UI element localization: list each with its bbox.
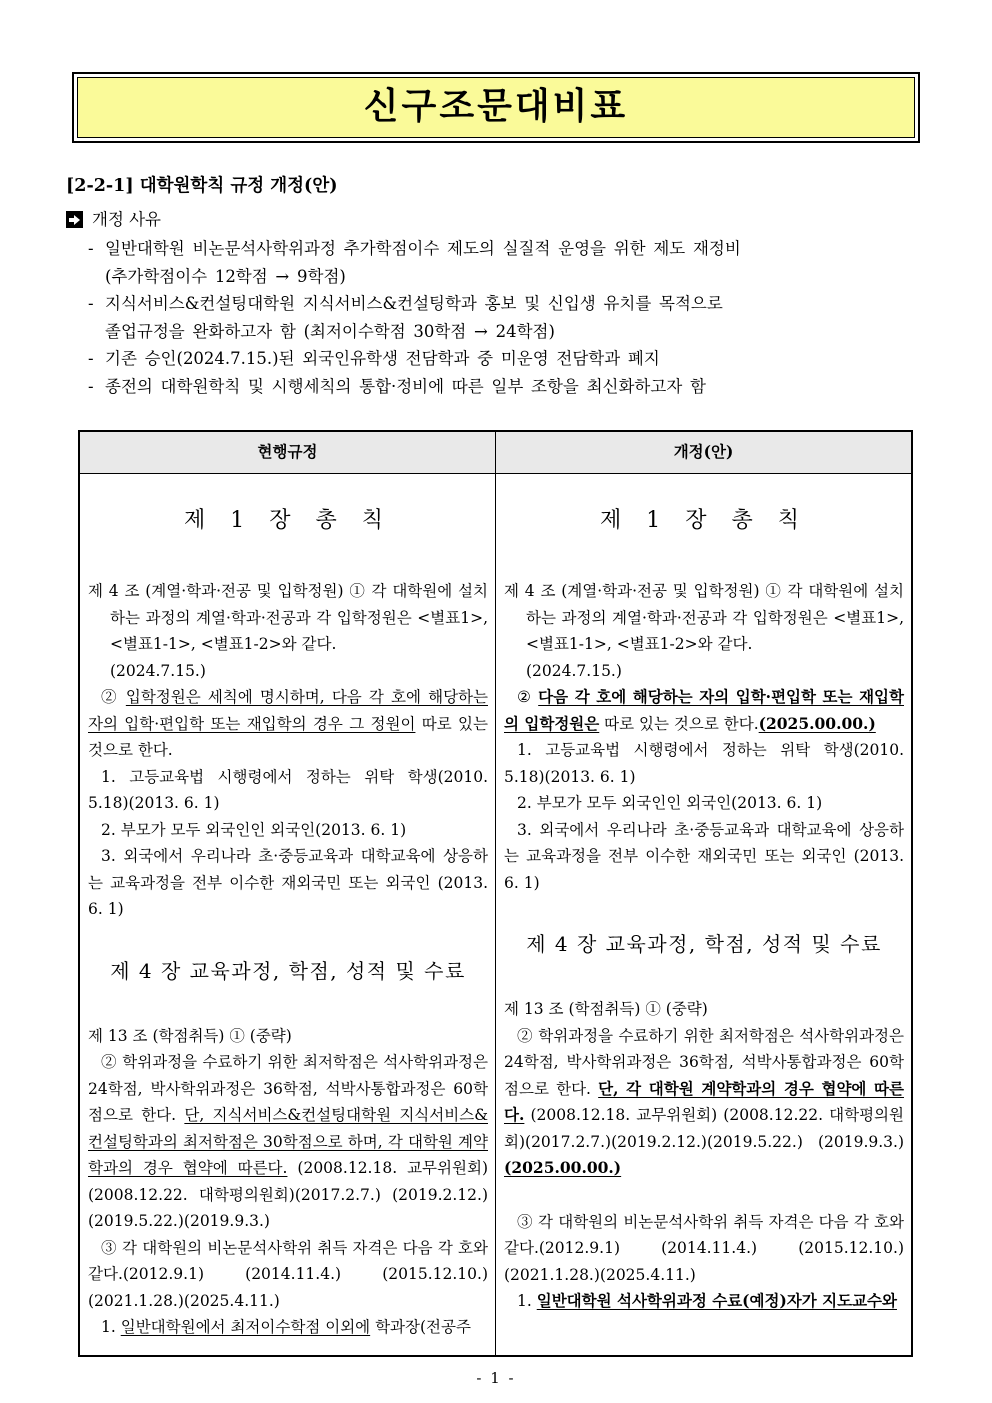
dash-marker: - xyxy=(88,239,94,258)
text-run: 2. 부모가 모두 외국인인 외국인(2013. 6. 1) xyxy=(101,820,407,839)
reason-line xyxy=(88,318,966,346)
text-run: (2024.7.15.) xyxy=(110,661,206,680)
text-run: ② 학위과정을 수료하기 위한 최저학점은 석사학위과정은 24학점, 박사학위과정은 36학점, 석박사통합과정은 60학점으로 한다. xyxy=(504,1026,904,1098)
reason-text: 졸업규정을 완화하고자 함 (최저이수학점 30학점 → 24학점) xyxy=(105,321,555,341)
text-run: 1. 고등교육법 시행령에서 정하는 위탁 학생(2010. 5.18)(2013. 6. 1) xyxy=(88,767,488,812)
text-run: 다음 각 호에 해당하는 자의 입학·편입학 또는 재입학의 입학정원은 xyxy=(504,687,904,733)
provision-line xyxy=(504,737,904,790)
provision-line xyxy=(88,658,488,685)
text-run: ② xyxy=(517,688,539,706)
article-paragraph xyxy=(504,996,904,1023)
current-regulation-column xyxy=(80,474,495,1355)
text-run: 제 4 조 (계열·학과·전공 및 입학정원) ① 각 대학원에 설치하는 과정의 계열·학과·전공과 각 입학정원은 <별표1>, <별표1-1>, <별표1-2>와 같다. xyxy=(88,582,488,653)
reason-label: 개정 사유 xyxy=(92,210,162,229)
text-run: 제 1 장 총 칙 xyxy=(184,508,392,533)
reason-item xyxy=(66,290,966,345)
text-run: 3. 외국에서 우리나라 초·중등교육과 대학교육에 상응하는 교육과정을 전부 이수한 재외국민 또는 외국인 (2013. 6. 1) xyxy=(88,847,488,918)
provision-line xyxy=(504,790,904,817)
text-run: 2. 부모가 모두 외국인인 외국인(2013. 6. 1) xyxy=(517,794,823,812)
reason-text: 일반대학원 비논문석사학위과정 추가학점이수 제도의 실질적 운영을 위한 제도 재정비 xyxy=(105,239,741,258)
provision-line xyxy=(88,1314,488,1341)
chapter-heading xyxy=(504,506,904,536)
text-run: (2025.00.00.) xyxy=(758,713,876,733)
article-paragraph xyxy=(88,1023,488,1050)
revision-draft-column xyxy=(495,474,911,1355)
text-run: 3. 외국에서 우리나라 초·중등교육과 대학교육에 상응하는 교육과정을 전부 이수한 재외국민 또는 외국인 (2013. 6. 1) xyxy=(504,820,904,892)
reason-text: 기존 승인(2024.7.15.)된 외국인유학생 전담학과 중 미운영 전담학과 폐지 xyxy=(105,349,660,368)
title-banner-inner xyxy=(77,77,915,138)
title-banner xyxy=(72,72,920,143)
page-number: - 1 - xyxy=(476,1368,516,1387)
provision-line xyxy=(504,1023,904,1182)
text-run: 따로 있는 것으로 한다. xyxy=(599,714,759,733)
column-header-revised: 개정(안) xyxy=(495,432,911,473)
text-run: 1. 고등교육법 시행령에서 정하는 위탁 학생(2010. 5.18)(2013. 6. 1) xyxy=(504,741,904,786)
provision-line xyxy=(88,817,488,844)
provision-line xyxy=(504,817,904,897)
text-run: 제 1 장 총 칙 xyxy=(600,508,808,533)
comparison-table-body xyxy=(80,474,911,1355)
chapter-heading xyxy=(504,930,904,958)
text-run: 단, 지식서비스&컨설팅대학원 지식서비스&컨설팅학과의 최저학점은 30학점으로 하며, 각 대학원 계약학과의 경우 협약에 따른다. xyxy=(88,1106,488,1177)
reason-line xyxy=(88,290,966,318)
provision-line xyxy=(504,1288,904,1315)
reason-list xyxy=(66,235,966,400)
text-run: 1. xyxy=(101,1318,121,1336)
text-run: (2008.12.18. 교무위원회)(2008.12.22. 대학평의원회)(2017.2.7.) (2019.2.12.)(2019.5.22.)(2019.9.3.) xyxy=(88,1159,488,1230)
text-run: (2008.12.18. 교무위원회) (2008.12.22. 대학평의원회)(2017.2.7.)(2019.2.12.)(2019.5.22.) (2019.9.3.) xyxy=(504,1106,904,1151)
text-run: 제 13 조 (학점취득) ① (중략) xyxy=(504,1000,708,1018)
text-run: 학과장(전공주 xyxy=(370,1318,471,1336)
provision-line xyxy=(504,1209,904,1289)
reason-item xyxy=(66,345,966,373)
provision-line xyxy=(88,684,488,764)
reason-item xyxy=(66,373,966,401)
reason-item xyxy=(66,235,966,290)
text-run: ② 학위과정을 수료하기 위한 최저학점은 석사학위과정은 24학점, 박사학위과정은 36학점, 석박사통합과정은 60학점으로 한다. xyxy=(88,1053,488,1124)
text-run: 입학정원은 세칙에 명시하며, 다음 각 호에 해당하는 자의 입학·편입학 또는 재입학의 경우 그 정원이 xyxy=(88,688,488,733)
provision-line xyxy=(88,1235,488,1315)
reason-line xyxy=(88,345,966,373)
text-run: 제 4 조 (계열·학과·전공 및 입학정원) ① 각 대학원에 설치하는 과정의 계열·학과·전공과 각 입학정원은 <별표1>, <별표1-1>, <별표1-2>와 같다. xyxy=(504,582,904,653)
section-heading: [2-2-1] 대학원학칙 규정 개정(안) xyxy=(66,176,338,196)
reason-line xyxy=(88,235,966,263)
dash-marker: - xyxy=(88,349,94,368)
text-run: 일반대학원 석사학위과정 수료(예정)자가 지도교수와 xyxy=(536,1291,897,1310)
dash-marker: - xyxy=(88,376,94,396)
reason-line xyxy=(88,263,966,291)
text-run: ③ 각 대학원의 비논문석사학위 취득 자격은 다음 각 호와 같다.(2012.9.1) (2014.11.4.) (2015.12.10.) (2021.1.28.)(2025.4.11.) xyxy=(88,1238,488,1310)
provision-line xyxy=(88,843,488,923)
reason-text: (추가학점이수 12학점 → 9학점) xyxy=(105,266,346,286)
article-paragraph xyxy=(504,578,904,658)
comparison-table-header-row xyxy=(80,432,911,474)
provision-line xyxy=(88,764,488,817)
chapter-heading xyxy=(88,957,488,985)
intro-section xyxy=(66,173,966,400)
page-title: 신구조문대비표 xyxy=(363,86,629,127)
text-run: 제 4 장 교육과정, 학점, 성적 및 수료 xyxy=(110,958,466,983)
article-paragraph xyxy=(88,578,488,658)
text-run: (2025.00.00.) xyxy=(504,1158,622,1177)
arrow-bullet-icon xyxy=(66,211,83,228)
reason-text: 종전의 대학원학칙 및 시행세칙의 통합·정비에 따른 일부 조항을 최신화하고자 함 xyxy=(105,376,706,396)
provision-line xyxy=(88,1049,488,1235)
reason-header xyxy=(66,206,966,233)
text-run: 따로 있는 것으로 한다. xyxy=(88,714,489,759)
comparison-table xyxy=(78,430,913,1357)
text-run: 제 13 조 (학점취득) ① (중략) xyxy=(88,1026,292,1045)
chapter-heading xyxy=(88,506,488,536)
text-run: 1. xyxy=(517,1292,537,1310)
column-header-current: 현행규정 xyxy=(257,442,318,461)
provision-line xyxy=(504,658,904,685)
text-run: 단, 각 대학원 계약학과의 경우 협약에 따른다. xyxy=(504,1078,904,1124)
reason-line xyxy=(88,373,966,401)
spacer xyxy=(504,1182,904,1209)
text-run: 제 4 장 교육과정, 학점, 성적 및 수료 xyxy=(526,932,882,956)
text-run: 일반대학원에서 최저이수학점 이외에 xyxy=(120,1318,371,1336)
text-run: (2024.7.15.) xyxy=(526,661,622,680)
text-run: ② xyxy=(101,688,126,706)
dash-marker: - xyxy=(88,294,94,313)
reason-text: 지식서비스&컨설팅대학원 지식서비스&컨설팅학과 홍보 및 신입생 유치를 목적으로 xyxy=(105,294,723,313)
provision-line xyxy=(504,684,904,737)
text-run: ③ 각 대학원의 비논문석사학위 취득 자격은 다음 각 호와 같다.(2012.9.1) (2014.11.4.) (2015.12.10.) (2021.1.28.)(2025.4.11.) xyxy=(504,1212,904,1284)
